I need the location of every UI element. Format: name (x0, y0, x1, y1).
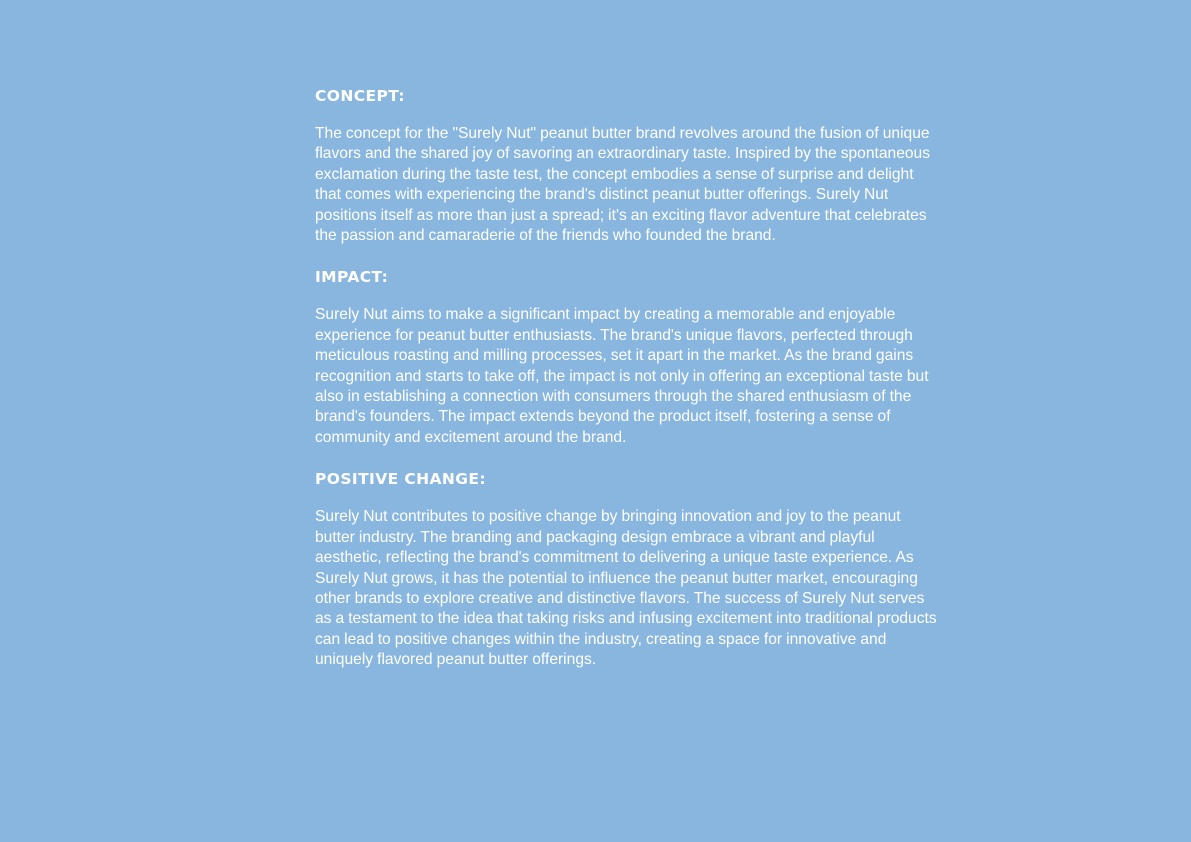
positive-change-paragraph: Surely Nut contributes to positive change by bringing innovation and joy to the peanut butter industry. The branding and packaging design embrace a vibrant and playful aesthetic, reflecting the brand's commitment to delivering a unique taste experience. As Surely Nut grows, it has the potential to influence the peanut butter market, encouraging other brands to explore creative and distinctive flavors. The success of Surely Nut serves as a testament to the idea that taking risks and infusing excitement into traditional products can lead to positive changes within the industry, creating a space for innovative and uniquely flavored peanut butter offerings. (315, 508, 937, 669)
impact-heading: IMPACT: (315, 268, 389, 287)
document-body (315, 84, 940, 690)
concept-paragraph: The concept for the "Surely Nut" peanut butter brand revolves around the fusion of unique flavors and the shared joy of savoring an extraordinary taste. Inspired by the spontaneous exclamation during the taste test, the concept embodies a sense of surprise and delight that comes with experiencing the brand's distinct peanut butter offerings. Surely Nut positions itself as more than just a spread; it's an exciting flavor adventure that celebrates the passion and camaraderie of the friends who founded the brand. (315, 125, 931, 245)
concept-section (315, 84, 940, 246)
impact-paragraph: Surely Nut aims to make a significant impact by creating a memorable and enjoyable experience for peanut butter enthusiasts. The brand's unique flavors, perfected through meticulous roasting and milling processes, set it apart in the market. As the brand gains recognition and starts to take off, the impact is not only in offering an exceptional taste but also in establishing a connection with consumers through the shared enthusiasm of the brand's founders. The impact extends beyond the product itself, fostering a sense of community and excitement around the brand. (315, 306, 929, 446)
concept-heading: CONCEPT: (315, 87, 405, 105)
positive-change-section (315, 467, 940, 670)
positive-change-heading: POSITIVE CHANGE: (315, 470, 487, 489)
impact-section (315, 265, 940, 448)
